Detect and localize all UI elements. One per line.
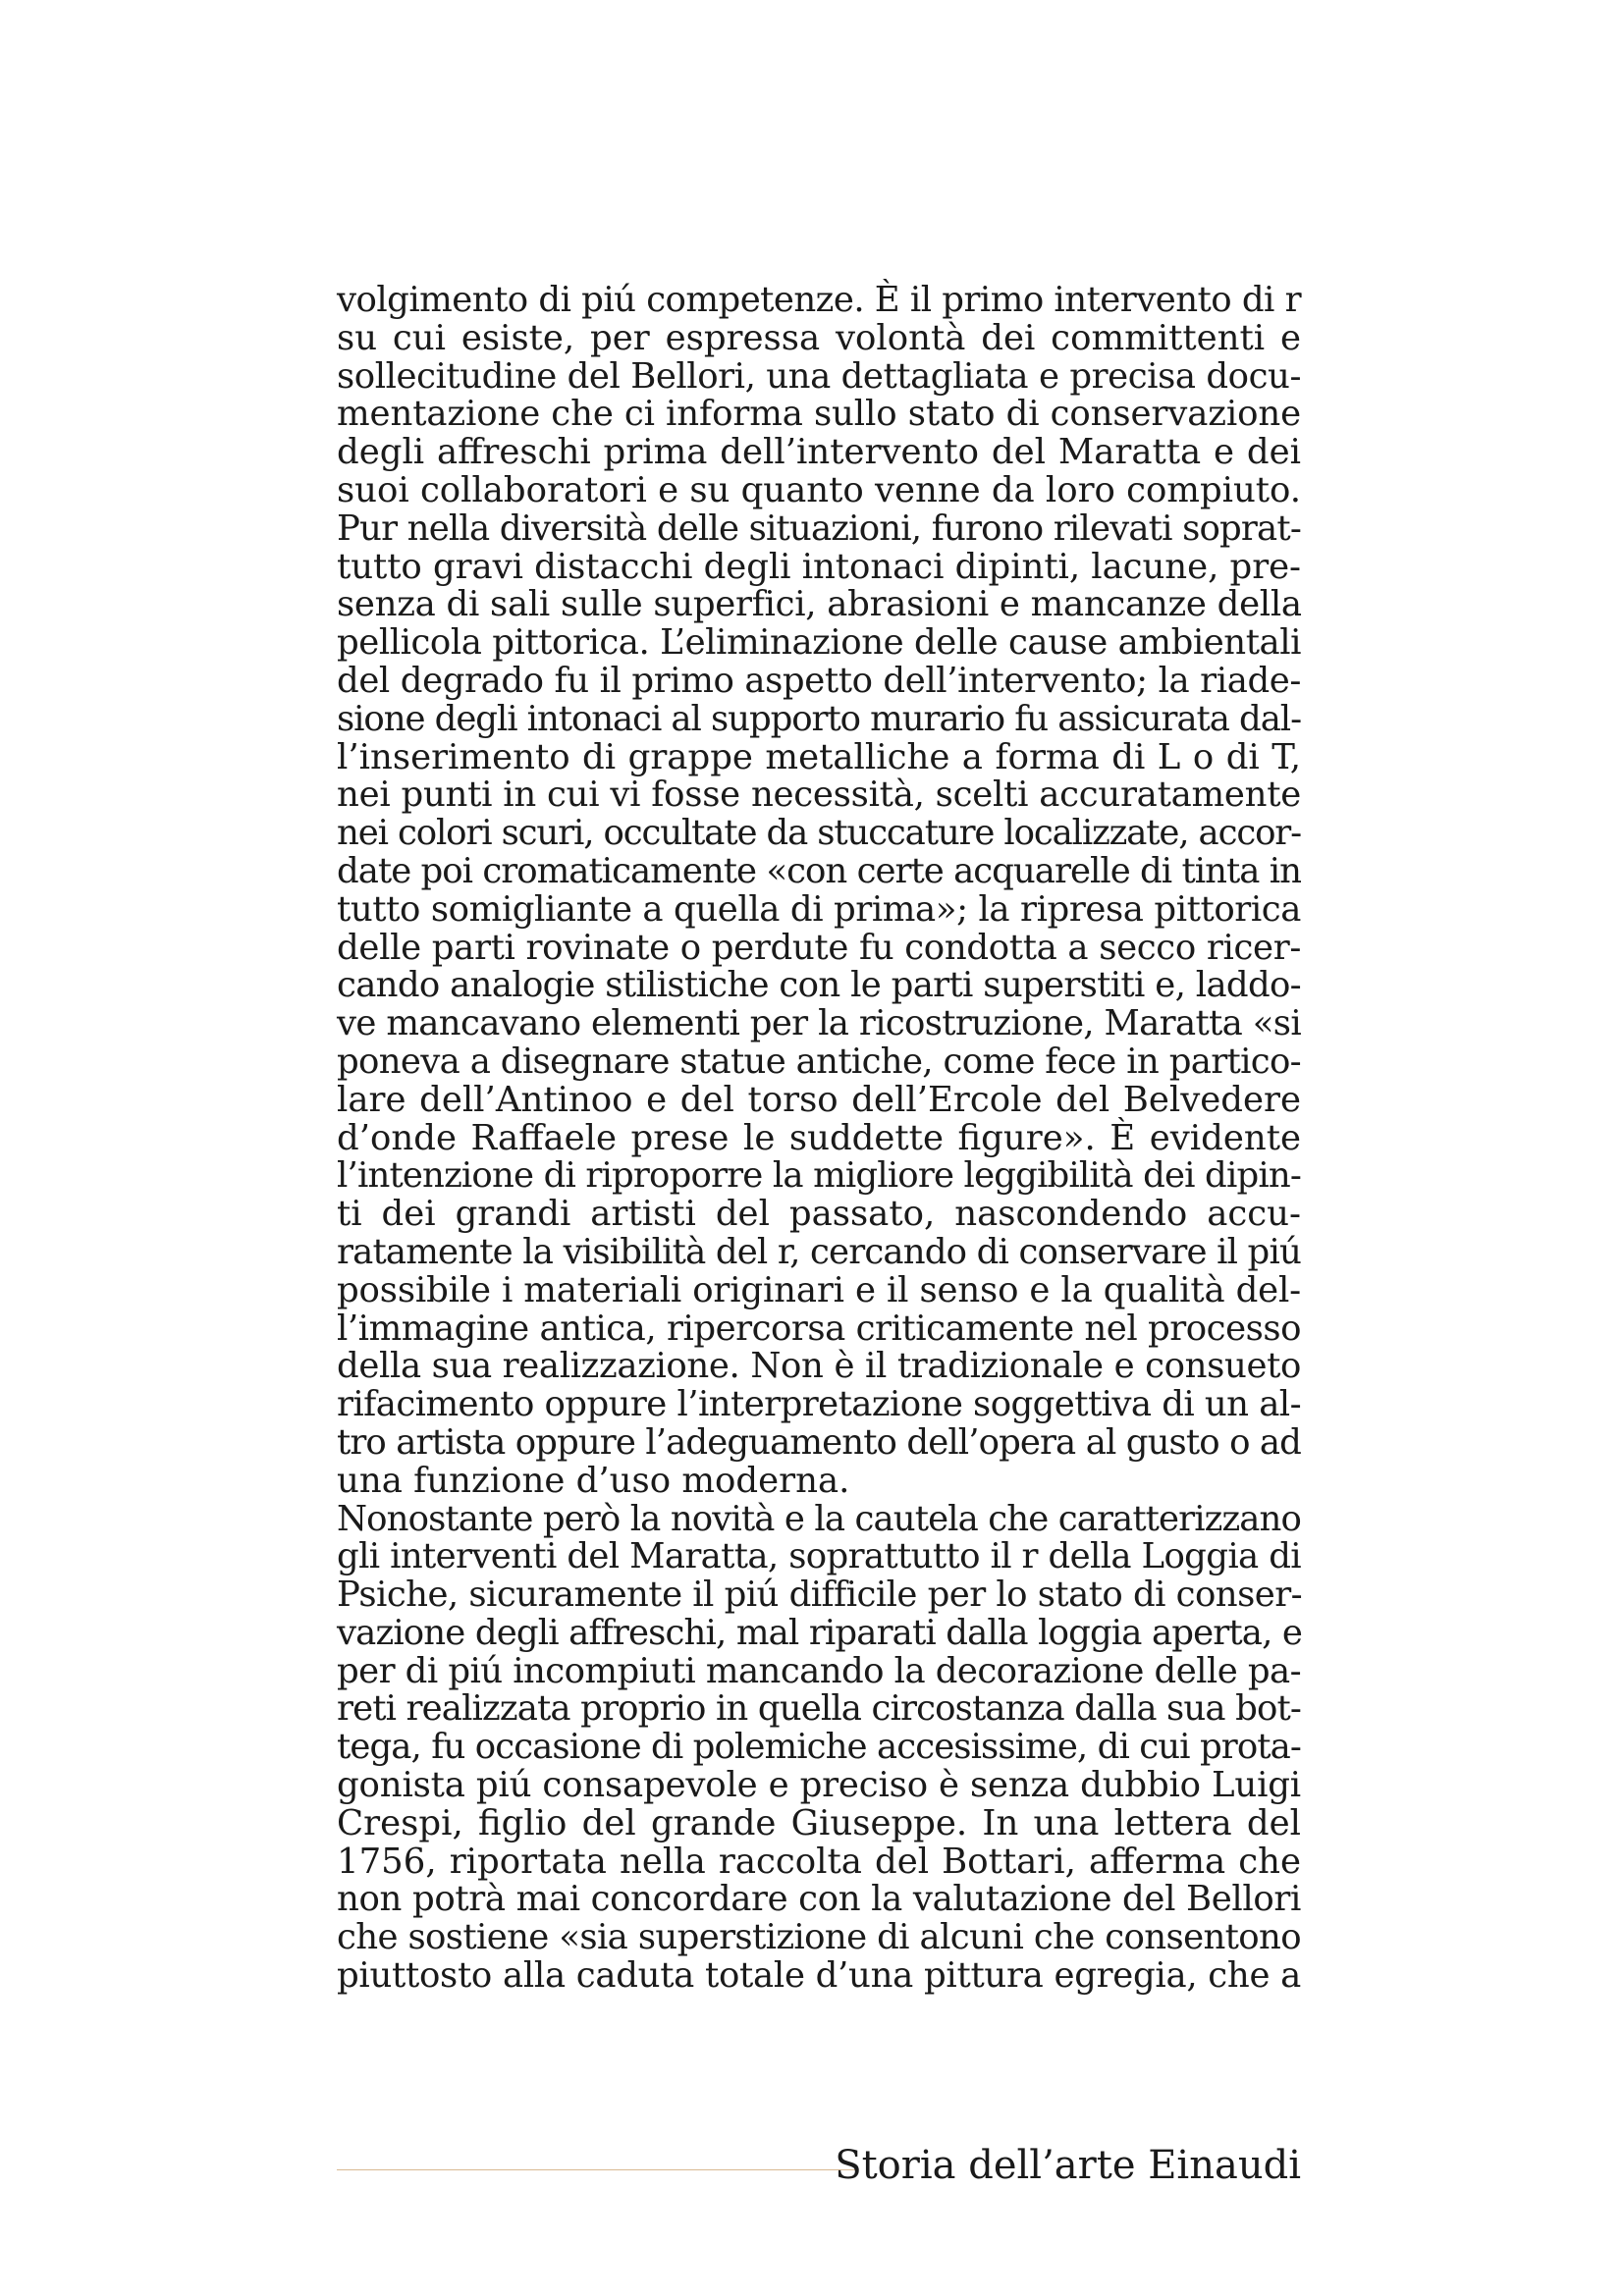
footer-title: Storia dell’arte Einaudi — [835, 2143, 1301, 2188]
text-line: Pur nella diversità delle situazioni, furono rilevati soprat- — [337, 507, 1301, 549]
text-line: piuttosto alla caduta totale d’una pittura egregia, che a — [337, 1955, 1301, 1997]
text-line: sione degli intonaci al supporto murario fu assicurata dal- — [337, 698, 1301, 739]
text-line: vazione degli affreschi, mal riparati dalla loggia aperta, e — [337, 1612, 1303, 1653]
text-line: cando analogie stilistiche con le parti superstiti e, laddo- — [337, 965, 1301, 1006]
text-line: reti realizzata proprio in quella circostanza dalla sua bot- — [337, 1688, 1301, 1730]
text-line: mentazione che ci informa sullo stato di conservazione — [337, 394, 1301, 435]
text-line: tutto gravi distacchi degli intonaci dipinti, lacune, pre- — [337, 546, 1301, 587]
text-line: pellicola pittorica. L’eliminazione delle cause ambientali — [337, 622, 1301, 664]
text-line: ratamente la visibilità del r, cercando di conservare il piú — [337, 1231, 1301, 1272]
text-line: ve mancavano elementi per la ricostruzione, Maratta «si — [337, 1003, 1301, 1044]
text-line: lare dell’Antinoo e del torso dell’Ercole del Belvedere — [337, 1079, 1301, 1120]
text-line: gli interventi del Maratta, soprattutto il r della Loggia di — [337, 1536, 1301, 1577]
text-line: gonista piú consapevole e preciso è senza dubbio Luigi — [337, 1765, 1301, 1806]
text-line: Psiche, sicuramente il piú difficile per lo stato di conser- — [337, 1575, 1303, 1616]
text-line: date poi cromaticamente «con certe acquarelle di tinta in — [337, 850, 1301, 891]
text-line: poneva a disegnare statue antiche, come fece in partico- — [337, 1041, 1301, 1082]
text-line: l’inserimento di grappe metalliche a forma di L o di T, — [337, 736, 1301, 777]
footer-rule — [337, 2169, 857, 2170]
text-line: possibile i materiali originari e il senso e la qualità del- — [337, 1269, 1301, 1310]
text-line: senza di sali sulle superfici, abrasioni e mancanze della — [337, 584, 1302, 625]
text-line: delle parti rovinate o perdute fu condotta a secco ricer- — [337, 927, 1301, 968]
text-line: degli affreschi prima dell’intervento del Maratta e dei — [337, 432, 1301, 473]
text-line: rifacimento oppure l’interpretazione soggettiva di un al- — [337, 1384, 1301, 1425]
text-line: ti dei grandi artisti del passato, nascondendo accu- — [337, 1194, 1301, 1235]
text-line: che sostiene «sia superstizione di alcuni che consentono — [337, 1917, 1301, 1958]
text-line: Nonostante però la novità e la cautela che caratterizzano — [337, 1498, 1301, 1539]
text-line: su cui esiste, per espressa volontà dei committenti e — [337, 317, 1301, 358]
text-line: nei colori scuri, occultate da stuccature localizzate, accor- — [337, 813, 1301, 854]
text-line: per di piú incompiuti mancando la decorazione delle pa- — [337, 1650, 1301, 1691]
text-line: 1756, riportata nella raccolta del Bottari, afferma che — [337, 1841, 1301, 1882]
text-line: volgimento di piú competenze. È il primo intervento di r — [337, 280, 1301, 320]
text-line: d’onde Raffaele prese le suddette figure». È evidente — [337, 1117, 1301, 1158]
page-footer — [337, 2120, 1301, 2188]
text-line: tro artista oppure l’adeguamento dell’opera al gusto o ad — [337, 1421, 1301, 1463]
text-line: del degrado fu il primo aspetto dell’intervento; la riade- — [337, 660, 1301, 701]
text-line: suoi collaboratori e su quanto venne da loro compiuto. — [337, 469, 1301, 510]
text-line: l’immagine antica, ripercorsa criticamente nel processo — [337, 1308, 1301, 1349]
text-line: sollecitudine del Bellori, una dettagliata e precisa docu- — [337, 355, 1301, 397]
text-line: una funzione d’uso moderna. — [337, 1460, 850, 1501]
text-line: nei punti in cui vi fosse necessità, scelti accuratamente — [337, 774, 1301, 816]
text-line: della sua realizzazione. Non è il tradizionale e consueto — [337, 1346, 1301, 1387]
text-line: l’intenzione di riproporre la migliore leggibilità dei dipin- — [337, 1155, 1301, 1197]
text-line: tega, fu occasione di polemiche accesissime, di cui prota- — [337, 1727, 1301, 1768]
text-line: Crespi, figlio del grande Giuseppe. In una lettera del — [337, 1802, 1301, 1843]
body-text — [337, 282, 1301, 1996]
text-line: non potrà mai concordare con la valutazione del Bellori — [337, 1879, 1301, 1920]
text-line: tutto somigliante a quella di prima»; la ripresa pittorica — [337, 888, 1302, 930]
